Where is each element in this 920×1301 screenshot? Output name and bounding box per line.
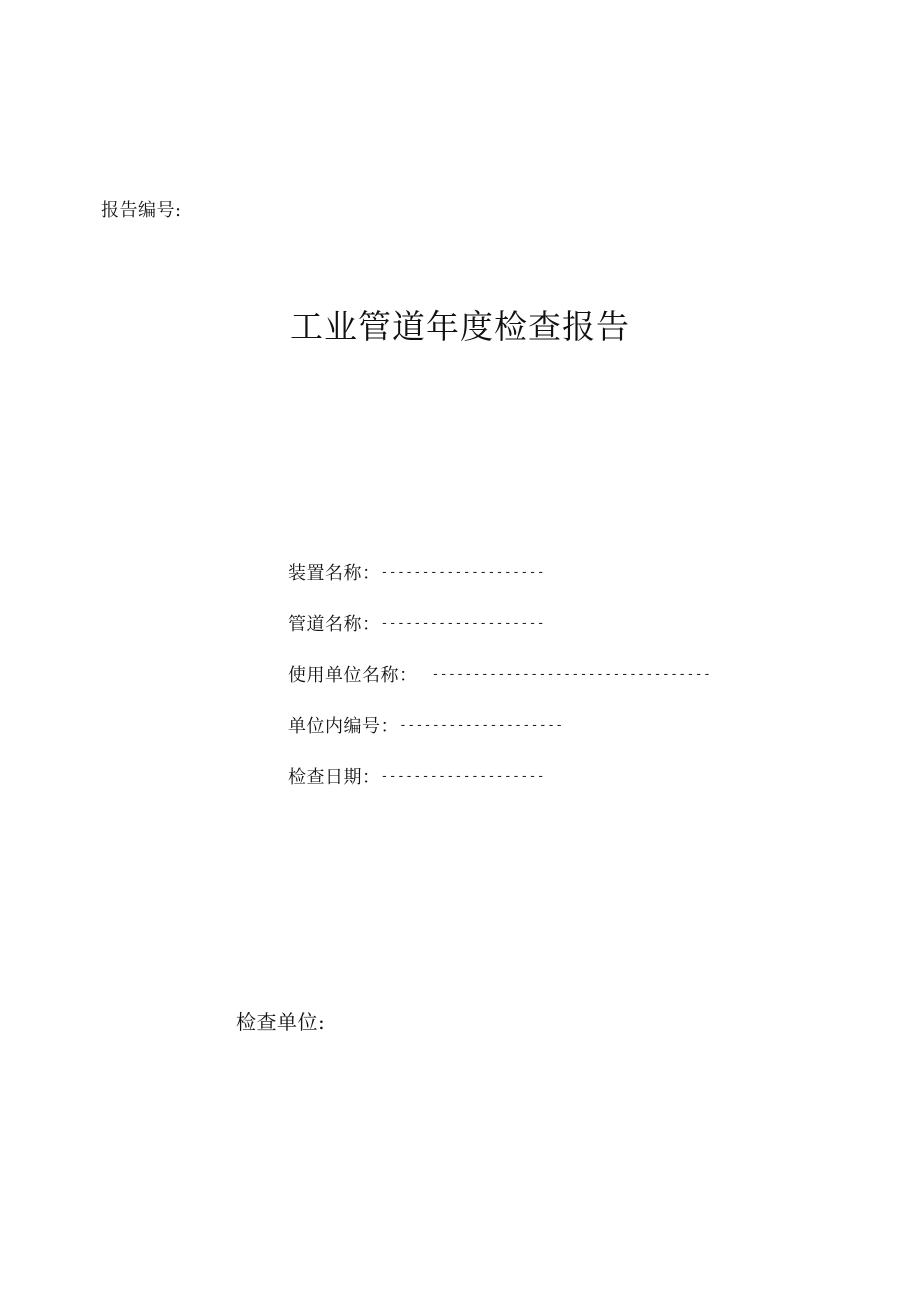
- field-value-blank: ----------------------------------: [431, 667, 712, 682]
- field-internal-number: [288, 714, 564, 739]
- field-value-blank: --------------------: [380, 565, 546, 580]
- report-number-label: 报告编号:: [101, 200, 182, 221]
- field-user-unit-name: [288, 663, 711, 688]
- field-inspection-date: [288, 765, 545, 790]
- field-pipeline-name: [288, 612, 545, 637]
- field-value-blank: --------------------: [380, 769, 546, 784]
- field-label: 使用单位名称：: [288, 665, 418, 686]
- field-value-blank: --------------------: [399, 718, 564, 733]
- field-value-blank: --------------------: [380, 616, 546, 631]
- field-device-name: [288, 561, 545, 586]
- field-label: 装置名称：: [288, 563, 381, 584]
- field-label: 检查日期：: [288, 767, 381, 788]
- field-label: 管道名称：: [288, 614, 381, 635]
- report-title: 工业管道年度检查报告: [290, 307, 630, 346]
- field-label: 单位内编号：: [288, 716, 399, 737]
- inspection-unit-label: 检查单位:: [236, 1010, 326, 1034]
